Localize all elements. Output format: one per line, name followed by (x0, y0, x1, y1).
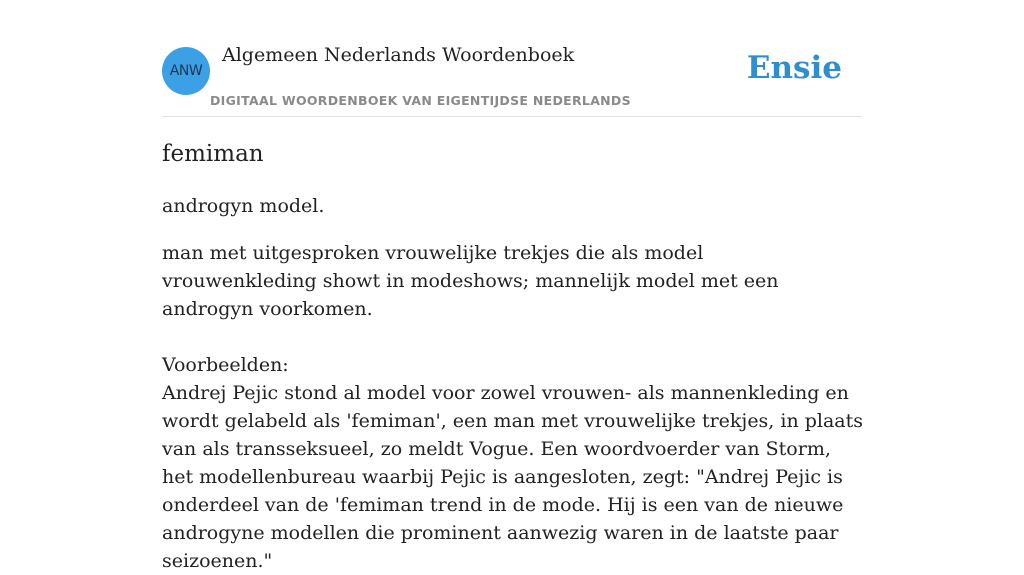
site-subtitle: DIGITAAL WOORDENBOEK VAN EIGENTIJDSE NEDERLANDS (210, 93, 631, 108)
ensie-brand-link[interactable]: Ensie (746, 50, 842, 86)
entry-definition: man met uitgesproken vrouwelijke trekjes die als model vrouwenkleding showt in modeshows; mannelijk model met een androgyn voorkomen. (162, 242, 779, 320)
examples-label: Voorbeelden: (162, 354, 289, 376)
entry-content (162, 136, 864, 575)
entry-short-definition: androgyn model. (162, 195, 325, 217)
example-text: Andrej Pejic stond al model voor zowel vrouwen- als mannenkleding en wordt gelabeld als 'femiman', een man met vrouwelijke trekjes, in plaats van als transseksueel, zo meldt Vogue. Een woordvoerder van Storm, het modellenbureau waarbij Pejic is aangesloten, zegt: "Andrej Pejic is onderdeel van de 'femiman trend in de mode. Hij is een van de nieuwe androgyne modellen die prominent aanwezig waren in de laatste paar seizoenen." (162, 382, 864, 572)
anw-logo[interactable]: ANW (162, 47, 210, 95)
site-header (162, 0, 862, 117)
site-title[interactable]: Algemeen Nederlands Woordenboek (222, 44, 575, 66)
entry-headword: femiman (162, 141, 264, 167)
